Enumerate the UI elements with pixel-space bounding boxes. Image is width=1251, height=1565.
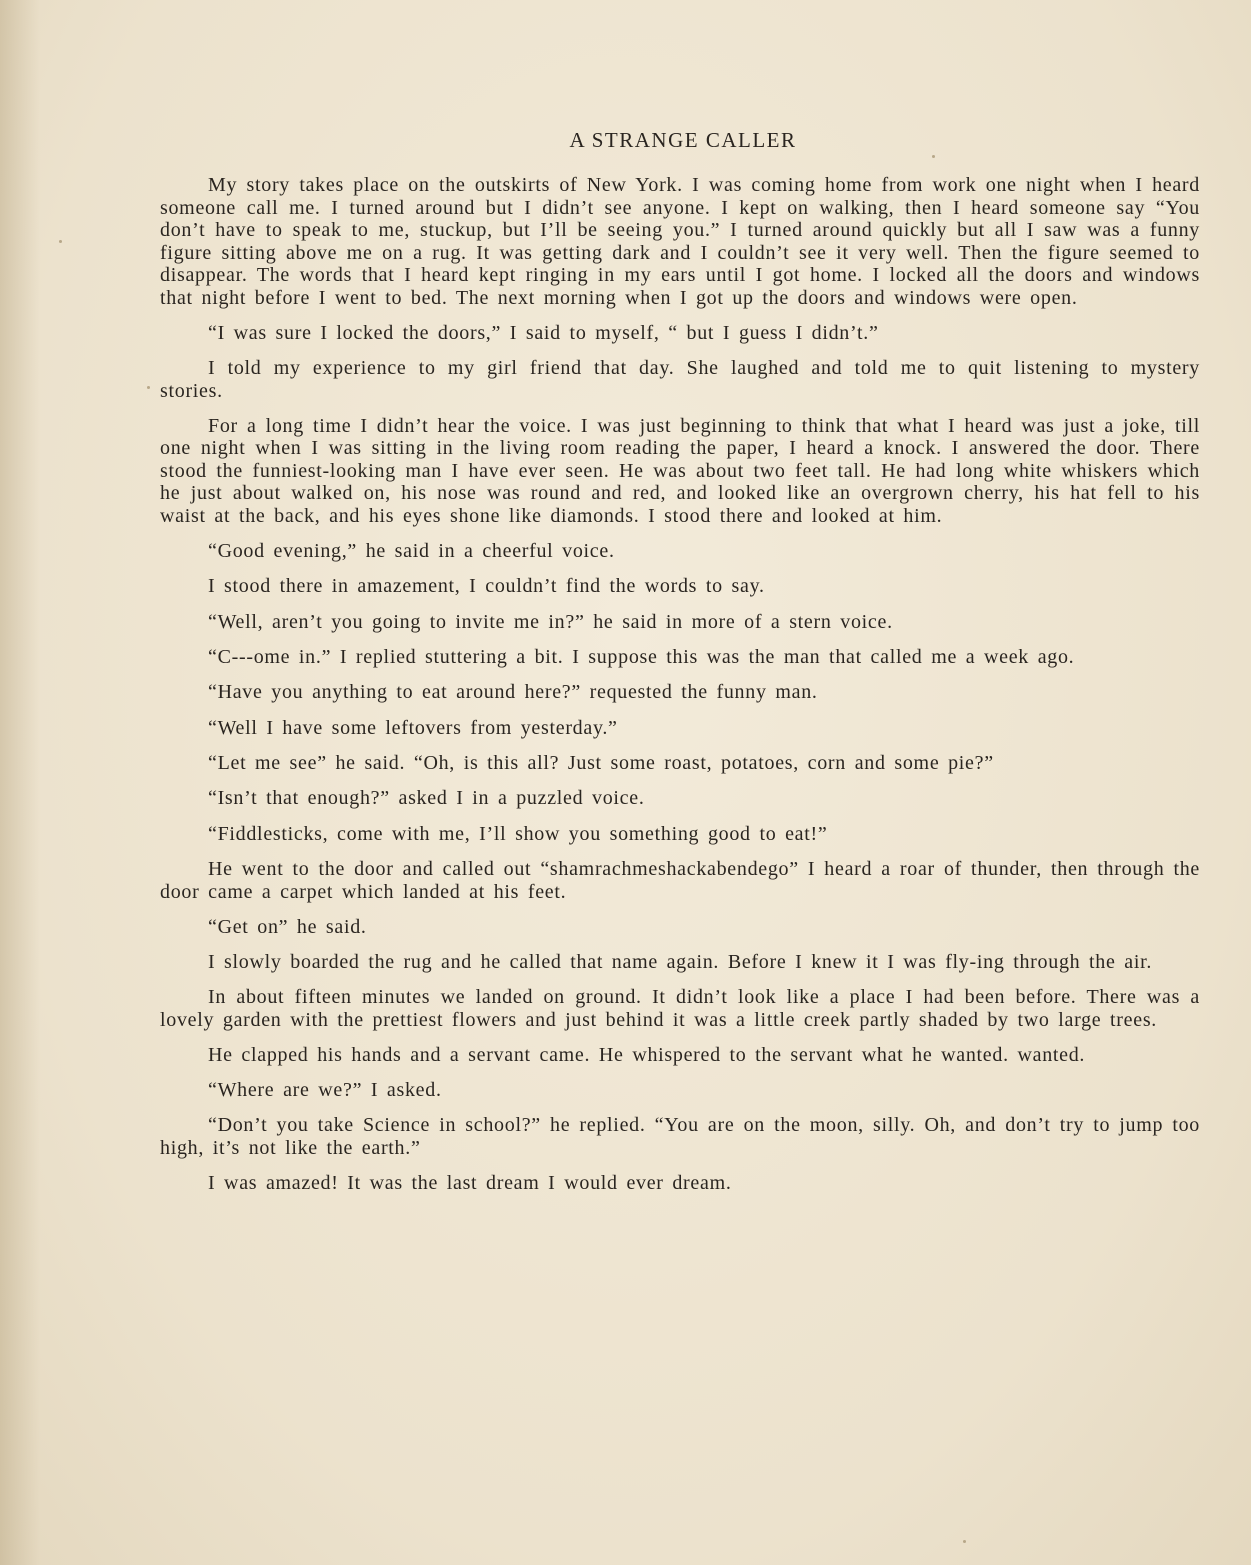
paragraph-good-evening: “Good evening,” he said in a cheerful voice.: [208, 539, 615, 562]
paragraph-moon: “Don’t you take Science in school?” he replied. “You are on the moon, silly. Oh, and don’t try to jump too high, it’s not like the earth.”: [160, 1114, 1200, 1159]
paper-speck: [963, 1540, 966, 1543]
paragraph-landed: In about fifteen minutes we landed on ground. It didn’t look like a place I had been before. There was a lovely garden with the prettiest flowers and just behind it was a little creek partly shaded by two large trees.: [160, 986, 1200, 1031]
story-body: [160, 174, 1200, 1207]
paragraph-anything-to-eat: “Have you anything to eat around here?” requested the funny man.: [208, 681, 818, 703]
paragraph-enough: “Isn’t that enough?” asked I in a puzzled voice.: [208, 787, 645, 809]
paragraph-amazement: I stood there in amazement, I couldn’t find the words to say.: [208, 575, 765, 597]
paragraph-last-dream: I was amazed! It was the last dream I would ever dream.: [208, 1171, 732, 1194]
paragraph-flying: I slowly boarded the rug and he called that name again. Before I knew it I was fly-ing through the air.: [208, 951, 1153, 973]
paragraph-come-in: “C---ome in.” I replied stuttering a bit. I suppose this was the man that called me a week ago.: [208, 646, 1075, 668]
paper-speck: [59, 240, 62, 243]
paragraph-locked-doors: “I was sure I locked the doors,” I said to myself, “ but I guess I didn’t.”: [208, 321, 879, 344]
paper-speck: [147, 386, 150, 389]
paragraph-fiddlesticks: “Fiddlesticks, come with me, I’ll show you something good to eat!”: [208, 822, 828, 845]
paragraph-carpet: He went to the door and called out “shamrachmeshackabendego” I heard a roar of thunder, then through the door came a carpet which landed at his feet.: [160, 858, 1200, 903]
paragraph-girl-friend: I told my experience to my girl friend that day. She laughed and told me to quit listening to mystery stories.: [160, 357, 1200, 402]
paragraph-intro: My story takes place on the outskirts of New York. I was coming home from work one night when I heard someone call me. I turned around but I didn’t see anyone. I kept on walking, then I heard someone say “You don’t have to speak to me, stuckup, but I’ll be seeing you.” I turned around quickly but all I saw was a funny figure sitting above me on a rug. It was getting dark and I couldn’t see it very well. Then the figure seemed to disappear. The words that I heard kept ringing in my ears until I got home. I locked all the doors and windows that night before I went to bed. The next morning when I got up the doors and windows were open.: [160, 174, 1200, 309]
paragraph-servant: He clapped his hands and a servant came. He whispered to the servant what he wanted. wanted.: [208, 1043, 1086, 1066]
paper-speck: [932, 155, 935, 158]
story-title: A STRANGE CALLER: [569, 128, 797, 152]
paragraph-let-me-see: “Let me see” he said. “Oh, is this all? Just some roast, potatoes, corn and some pie?”: [208, 752, 994, 774]
page-gutter-shadow: [0, 0, 40, 1565]
paragraph-leftovers: “Well I have some leftovers from yesterday.”: [208, 716, 618, 739]
paragraph-invite-me: “Well, aren’t you going to invite me in?” he said in more of a stern voice.: [208, 610, 893, 633]
paragraph-where-are-we: “Where are we?” I asked.: [208, 1078, 442, 1101]
paragraph-funny-man: For a long time I didn’t hear the voice. I was just beginning to think that what I heard was just a joke, till one night when I was sitting in the living room reading the paper, I heard a knock. I answered the door. There stood the funniest-looking man I have ever seen. He was about two feet tall. He had long white whiskers which he just about walked on, his nose was round and red, and looked like an overgrown cherry, his hat fell to his waist at the back, and his eyes shone like diamonds. I stood there and looked at him.: [160, 414, 1200, 527]
paragraph-get-on: “Get on” he said.: [208, 915, 367, 938]
